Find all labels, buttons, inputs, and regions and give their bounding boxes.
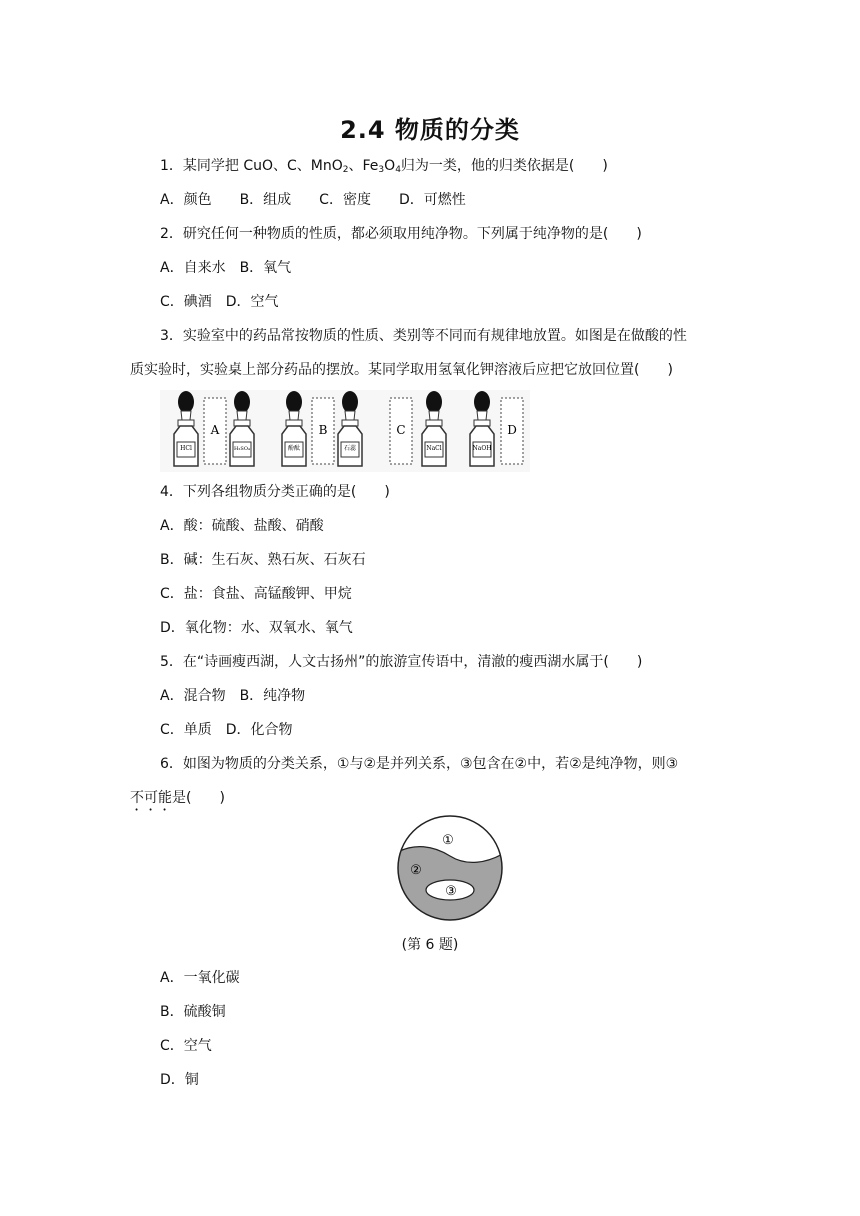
bottle-label: HCl	[180, 445, 192, 452]
question-1-stem	[160, 156, 608, 180]
question-6-option-d: D．铜	[160, 1072, 199, 1088]
question-4-option-d: D．氧化物：水、双氧水、氧气	[160, 620, 353, 636]
question-5-options-line2: C．单质 D．化合物	[160, 722, 293, 738]
q1-stem-part: O	[384, 158, 396, 174]
q1-subscript: 3	[378, 165, 385, 175]
question-6-stem-line1: 6．如图为物质的分类关系，①与②是并列关系，③包含在②中，若②是纯净物，则③	[160, 756, 679, 772]
q1-subscript: 4	[395, 165, 401, 175]
question-5-options-line1: A．混合物 B．纯净物	[160, 688, 306, 704]
bottle-label: NaOH	[472, 445, 492, 452]
q1-subscript: 2	[342, 165, 349, 175]
q1-stem-part: 归为一类，他的归类依据是( )	[400, 158, 608, 174]
region-2-label: ②	[410, 863, 422, 878]
reagent-shelf-figure	[160, 386, 530, 472]
page-title: 2.4 物质的分类	[340, 116, 520, 144]
bottle-label: 石蕊	[343, 445, 357, 452]
region-1-label: ①	[442, 833, 454, 848]
figure-caption: (第 6 题)	[401, 937, 459, 953]
question-6-option-a: A．一氧化碳	[160, 970, 240, 986]
region-3-label: ③	[445, 884, 457, 899]
question-1-options: A．颜色 B．组成 C．密度 D．可燃性	[160, 192, 466, 208]
question-6-option-c: C．空气	[160, 1038, 212, 1054]
question-2-options-line2: C．碘酒 D．空气	[160, 294, 279, 310]
question-3-stem-line2: 质实验时，实验桌上部分药品的摆放。某同学取用氢氧化钾溶液后应把它放回位置( )	[130, 362, 673, 378]
question-6-option-b: B．硫酸铜	[160, 1004, 226, 1020]
bottle-label: H₂SO₄	[234, 446, 250, 452]
slot-label: A	[210, 423, 220, 437]
question-4-option-b: B．碱：生石灰、熟石灰、石灰石	[160, 552, 366, 568]
slot-label: C	[396, 423, 406, 437]
q1-stem-part: 、Fe	[348, 158, 379, 174]
question-5-stem: 5．在“诗画瘦西湖，人文古扬州”的旅游宣传语中，清澈的瘦西湖水属于( )	[160, 654, 643, 670]
question-3-stem-line1: 3．实验室中的药品常按物质的性质、类别等不同而有规律地放置。如图是在做酸的性	[160, 328, 687, 344]
slot-label: D	[507, 423, 517, 437]
question-6-stem-line2	[130, 788, 225, 814]
question-4-stem: 4．下列各组物质分类正确的是( )	[160, 484, 390, 500]
question-2-options-line1: A．自来水 B．氧气	[160, 260, 292, 276]
question-4-option-c: C．盐：食盐、高锰酸钾、甲烷	[160, 586, 352, 602]
slot-label: B	[318, 423, 328, 437]
classification-diagram	[394, 812, 506, 924]
bottle-label: NaCl	[426, 445, 442, 452]
bottle-label: 酚酞	[287, 445, 301, 452]
q1-stem-part: 1．某同学把 CuO、C、MnO	[160, 158, 343, 174]
q6-stem-rest: 是( )	[172, 790, 225, 806]
question-2-stem: 2．研究任何一种物质的性质，都必须取用纯净物。下列属于纯净物的是( )	[160, 226, 642, 242]
emphasis-text: 不可能	[130, 790, 172, 806]
question-4-option-a: A．酸：硫酸、盐酸、硝酸	[160, 518, 324, 534]
